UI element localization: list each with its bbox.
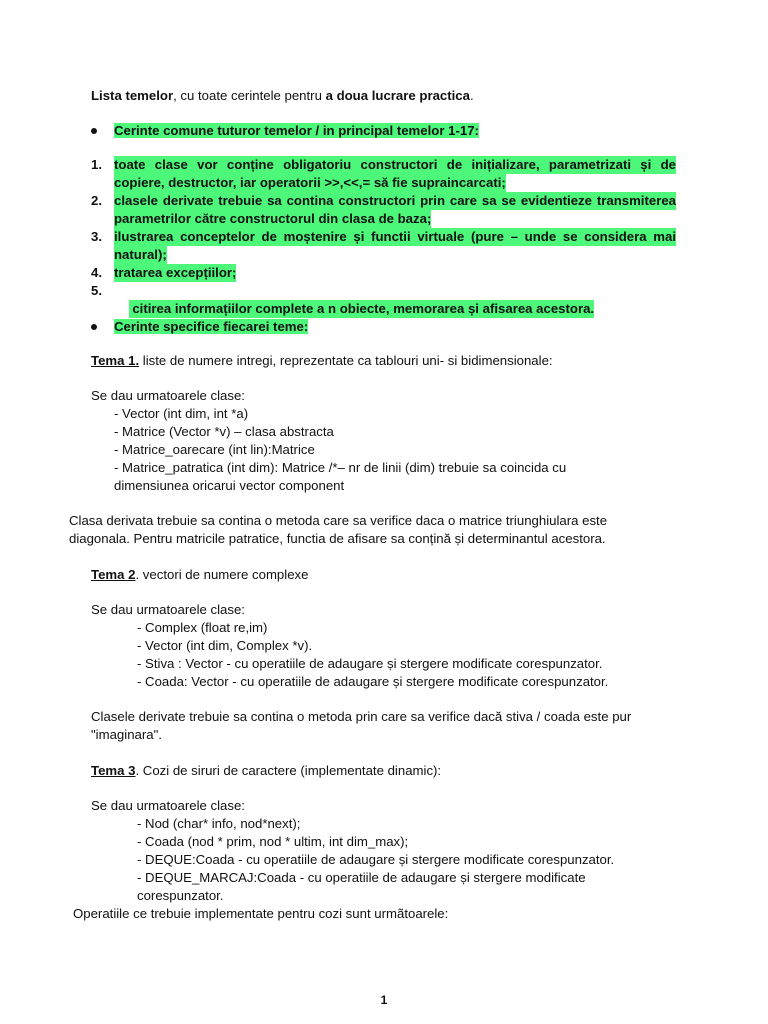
requirement-item-1 bbox=[114, 156, 676, 192]
requirement-item-3 bbox=[114, 228, 676, 264]
tema1-description: Clasa derivata trebuie sa contina o metoda care sa verifice daca o matrice triunghiulara este bbox=[69, 513, 608, 528]
requirement-line: tratarea excepțiilor; bbox=[114, 265, 237, 280]
item-number: 2. bbox=[91, 193, 102, 208]
tema1-subtitle: liste de numere intregi, reprezentate ca tablouri uni- si bidimensionale: bbox=[139, 353, 553, 368]
page-number: 1 bbox=[380, 993, 388, 1007]
common-heading: Cerinte comune tuturor temelor / in principal temelor 1-17: bbox=[114, 123, 479, 138]
requirement-line: toate clase vor conține obligatoriu constructori de inițializare, parametrizati și de bbox=[114, 157, 676, 172]
tema2-given: Se dau urmatoarele clase: bbox=[91, 602, 245, 617]
tema3-given: Se dau urmatoarele clase: bbox=[91, 798, 245, 813]
tema2-class-item: - Vector (int dim, Complex *v). bbox=[137, 638, 313, 653]
requirement-line: natural); bbox=[114, 247, 167, 262]
requirement-item-4 bbox=[114, 264, 676, 282]
tema2-description: Clasele derivate trebuie sa contina o metoda prin care sa verifice dacă stiva / coada este pur bbox=[91, 709, 632, 724]
tema3-class-item: - DEQUE:Coada - cu operatiile de adaugare și stergere modificate corespunzator. bbox=[137, 852, 615, 867]
intro-line bbox=[91, 87, 474, 105]
requirement-line: citirea informațiilor complete a n obiecte, memorarea și afisarea acestora. bbox=[128, 301, 595, 316]
tema1-class-item: dimensiunea oricarui vector component bbox=[114, 478, 345, 493]
item-number: 4. bbox=[91, 265, 102, 280]
requirement-line: parametrilor către constructorul din clasa de baza; bbox=[114, 211, 432, 226]
intro-bold-practica: a doua lucrare practica bbox=[325, 88, 470, 103]
intro-period: . bbox=[469, 88, 474, 103]
intro-text: , cu toate cerintele pentru bbox=[173, 88, 326, 103]
item-number: 3. bbox=[91, 229, 102, 244]
tema3-operations: Operatiile ce trebuie implementate pentru cozi sunt urmãtoarele: bbox=[73, 906, 449, 921]
requirement-line: copiere, destructor, iar operatorii >>,<<,= să fie supraincarcati; bbox=[114, 175, 506, 190]
tema3-heading bbox=[91, 762, 441, 780]
tema3-class-item: - Nod (char* info, nod*next); bbox=[137, 816, 301, 831]
tema2-subtitle: . vectori de numere complexe bbox=[135, 567, 309, 582]
item-number: 1. bbox=[91, 157, 102, 172]
tema1-class-item: - Matrice (Vector *v) – clasa abstracta bbox=[114, 424, 334, 439]
tema3-class-item: - DEQUE_MARCAJ:Coada - cu operatiile de adaugare și stergere modificate bbox=[137, 870, 586, 885]
tema3-subtitle: . Cozi de siruri de caractere (implementate dinamic): bbox=[135, 763, 442, 778]
tema1-heading bbox=[91, 352, 553, 370]
tema1-given: Se dau urmatoarele clase: bbox=[91, 388, 245, 403]
tema2-class-item: - Stiva : Vector - cu operatiile de adaugare și stergere modificate corespunzator. bbox=[137, 656, 603, 671]
tema1-class-item: - Matrice_oarecare (int lin):Matrice bbox=[114, 442, 315, 457]
bullet-icon bbox=[91, 324, 97, 330]
tema1-description: diagonala. Pentru matricile patratice, functia de afisare sa conțină și determinantul acestora. bbox=[69, 531, 606, 546]
tema2-title: Tema 2 bbox=[91, 567, 136, 582]
tema2-heading bbox=[91, 566, 308, 584]
tema1-title: Tema 1. bbox=[91, 353, 140, 368]
tema1-class-item: - Vector (int dim, int *a) bbox=[114, 406, 249, 421]
tema3-title: Tema 3 bbox=[91, 763, 136, 778]
requirement-line: clasele derivate trebuie sa contina constructori prin care sa se evidentieze transmiterea bbox=[114, 193, 676, 208]
specific-heading: Cerinte specifice fiecarei teme: bbox=[114, 319, 309, 334]
tema3-class-item: - Coada (nod * prim, nod * ultim, int dim_max); bbox=[137, 834, 409, 849]
intro-bold-list: Lista temelor bbox=[91, 88, 174, 103]
requirement-item-2 bbox=[114, 192, 676, 228]
item-number: 5. bbox=[91, 283, 102, 298]
tema2-description: "imaginara". bbox=[91, 727, 162, 742]
tema2-class-item: - Coada: Vector - cu operatiile de adaugare și stergere modificate corespunzator. bbox=[137, 674, 609, 689]
tema1-class-item: - Matrice_patratica (int dim): Matrice /*– nr de linii (dim) trebuie sa coincida cu bbox=[114, 460, 567, 475]
requirement-line: ilustrarea conceptelor de moștenire și functii virtuale (pure – unde se considera mai bbox=[114, 229, 676, 244]
tema2-class-item: - Complex (float re,im) bbox=[137, 620, 268, 635]
tema3-class-item: corespunzator. bbox=[137, 888, 224, 903]
bullet-icon bbox=[91, 128, 97, 134]
